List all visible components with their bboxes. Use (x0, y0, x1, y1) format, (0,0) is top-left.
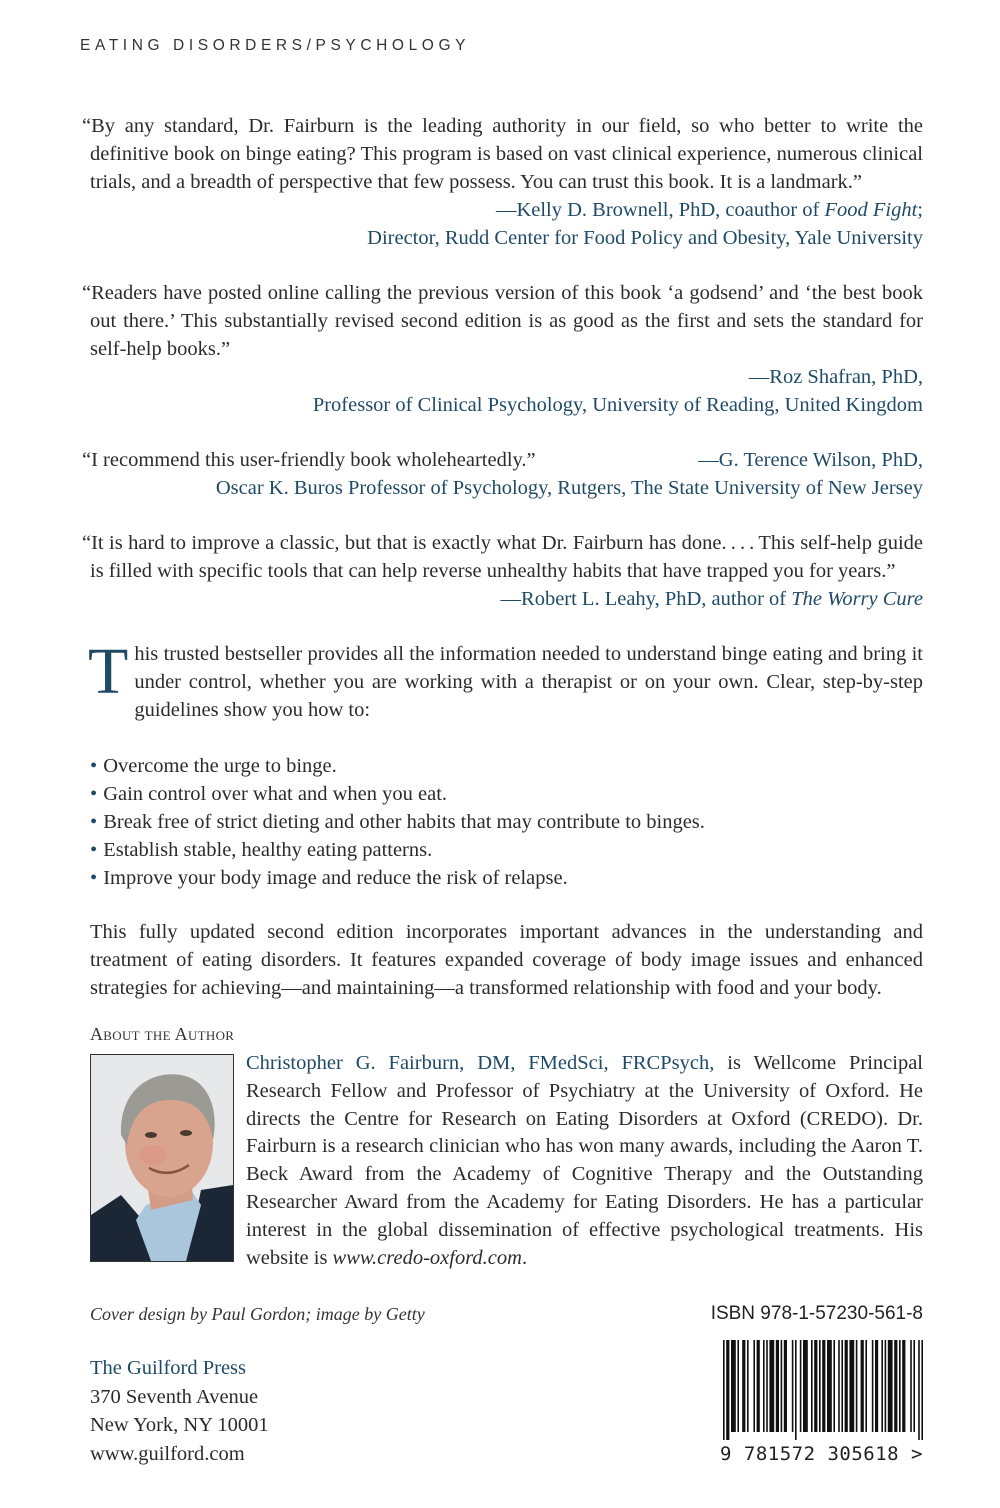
author-name: Christopher G. Fairburn, DM, FMedSci, FRCPsych, (246, 1052, 715, 1074)
attribution-affiliation: Director, Rudd Center for Food Policy and Obesity, Yale University (367, 227, 923, 249)
cover-credit: Cover design by Paul Gordon; image by Getty (90, 1304, 425, 1325)
barcode-bar (819, 1340, 821, 1432)
barcode-bar (753, 1340, 755, 1432)
quote-text: “It is hard to improve a classic, but that is exactly what Dr. Fairburn has done. . . . This self-help guide is filled with specific tools that can help reverse unhealthy habits that have trapped you for years.” (82, 532, 923, 582)
barcode-bar (795, 1340, 797, 1440)
barcode-icon (723, 1340, 923, 1440)
attribution-name: —Robert L. Leahy, PhD, author of (500, 588, 792, 610)
author-website-link[interactable]: www.credo-oxford.com (332, 1246, 522, 1269)
barcode-bar (910, 1340, 912, 1432)
list-item (90, 780, 923, 808)
bullet-icon: • (90, 783, 98, 805)
author-bio-end: . (521, 1246, 528, 1269)
barcode-bar (833, 1340, 835, 1432)
list-item (90, 752, 923, 780)
barcode-bar (792, 1340, 794, 1432)
barcode-bar (776, 1340, 779, 1432)
list-item-text: Break free of strict dieting and other habits that may contribute to binges. (103, 811, 705, 833)
barcode-bar (827, 1340, 832, 1432)
attribution-name: —G. Terence Wilson, PhD, (698, 449, 923, 471)
barcode-bar (726, 1340, 729, 1440)
barcode-bar (845, 1340, 848, 1432)
footer (90, 1302, 923, 1468)
quote-text: “I recommend this user-friendly book wholeheartedly.” (82, 449, 536, 471)
attribution-name: —Roz Shafran, PhD, (748, 366, 923, 388)
publisher-address-line2: New York, NY 10001 (90, 1414, 269, 1437)
barcode-bar (888, 1340, 893, 1432)
barcode-bar (849, 1340, 854, 1432)
bullet-icon: • (90, 867, 98, 889)
about-author-heading: About the Author (90, 1024, 235, 1044)
barcode-bar (841, 1340, 843, 1432)
isbn-block (655, 1302, 923, 1466)
barcode-bar (875, 1340, 878, 1432)
praise-quote-4 (82, 529, 923, 613)
list-item-text: Overcome the urge to binge. (103, 755, 337, 777)
barcode-bar (757, 1340, 760, 1432)
list-item (90, 864, 923, 892)
barcode-bar (856, 1340, 858, 1432)
bullet-icon: • (90, 755, 98, 777)
barcode-bar (838, 1340, 840, 1432)
barcode-bar (902, 1340, 905, 1432)
barcode-bar (763, 1340, 765, 1432)
barcode-bar (881, 1340, 883, 1432)
barcode-bar (861, 1340, 864, 1432)
barcode-bar (769, 1340, 774, 1432)
barcode-bar (899, 1340, 901, 1432)
author-bio-text: is Wellcome Principal Research Fellow and Professor of Psychiatry at the University of Oxford. He directs the Centre for Research on Eating Disorders at Oxford (CREDO). Dr. Fairburn is a research clinician who has won many awards, including the Aaron T. Beck Award from the Academy of Cognitive Therapy and the Outstanding Researcher Award from the Academy for Eating Disorders. He has a particular interest in the global dissemination of effective psychological treatments. His website is (246, 1052, 923, 1269)
attribution-affiliation: Oscar K. Buros Professor of Psychology, Rutgers, The State University of New Jersey (215, 477, 923, 499)
barcode-bar (894, 1340, 897, 1432)
barcode-bar (918, 1340, 920, 1440)
publisher-block (90, 1354, 655, 1468)
barcode-digits: 9 781572 305618 > (720, 1443, 923, 1466)
barcode-bar (800, 1340, 802, 1432)
barcode-bar (781, 1340, 783, 1432)
barcode-bar (742, 1340, 745, 1432)
list-item-text: Gain control over what and when you eat. (103, 783, 448, 805)
author-portrait-image (91, 1055, 233, 1261)
list-item-text: Establish stable, healthy eating patterns. (103, 839, 433, 861)
edition-paragraph: This fully updated second edition incorporates important advances in the understanding and treatment of eating disorders. It features expanded coverage of body image issues and enhanced strategies for achieving—and maintaining—a transformed relationship with food and your body. (90, 921, 923, 999)
barcode-bar (913, 1340, 915, 1432)
intro-paragraph (88, 635, 923, 724)
list-item-text: Improve your body image and reduce the risk of relapse. (103, 867, 568, 889)
about-author-section (90, 1050, 923, 1272)
benefits-list (90, 752, 923, 892)
barcode-bar (872, 1340, 874, 1432)
book-title: The Worry Cure (791, 588, 923, 610)
barcode-bar (803, 1340, 808, 1432)
quote-attribution (90, 585, 923, 613)
barcode-bar (921, 1340, 923, 1440)
barcode-bar (737, 1340, 739, 1432)
list-item (90, 808, 923, 836)
intro-text: his trusted bestseller provides all the information needed to understand binge eating and bring it under control, whether you are working with a therapist or on your own. Clear, step-by-step guidelines show you how to: (134, 643, 923, 721)
attribution-punct: ; (917, 199, 923, 221)
barcode-bar (814, 1340, 817, 1432)
praise-quote-2 (82, 279, 923, 419)
barcode-bar (811, 1340, 813, 1432)
quote-row (82, 446, 923, 474)
book-title: Food Fight (824, 199, 918, 221)
quote-text: “Readers have posted online calling the previous version of this book ‘a godsend’ and ‘the best book out there.’ This substantially revised second edition is as good as the first and sets the standard for self-help books.” (82, 282, 923, 360)
category-label: EATING DISORDERS/PSYCHOLOGY (80, 37, 471, 54)
footer-left (90, 1302, 655, 1468)
barcode-bar (865, 1340, 867, 1432)
bullet-icon: • (90, 839, 98, 861)
barcode-bar (731, 1340, 736, 1432)
publisher-address-line1: 370 Seventh Avenue (90, 1385, 259, 1408)
praise-quote-3 (82, 446, 923, 502)
barcode-bar (822, 1340, 825, 1432)
barcode-bar (723, 1340, 725, 1440)
list-item (90, 836, 923, 864)
publisher-website-link[interactable]: www.guilford.com (90, 1442, 245, 1465)
quote-attribution (90, 196, 923, 224)
bullet-icon: • (90, 811, 98, 833)
barcode-bar (766, 1340, 768, 1432)
attribution-affiliation: Professor of Clinical Psychology, University of Reading, United Kingdom (312, 394, 923, 416)
author-bio (246, 1050, 923, 1272)
drop-cap: T (88, 635, 129, 708)
quote-text: “By any standard, Dr. Fairburn is the leading authority in our field, so who better to write the definitive book on binge eating? This program is based on vast clinical experience, numerous clinical trials, and a breadth of perspective that few possess. You can trust this book. It is a landmark.” (82, 115, 923, 193)
praise-quote-1 (82, 112, 923, 252)
attribution-name: —Kelly D. Brownell, PhD, coauthor of (495, 199, 825, 221)
barcode-bar (784, 1340, 787, 1432)
barcode-bar (747, 1340, 749, 1432)
publisher-name: The Guilford Press (90, 1357, 247, 1380)
isbn-label: ISBN 978-1-57230-561-8 (710, 1303, 923, 1325)
author-photo (90, 1054, 234, 1262)
barcode-bar (885, 1340, 887, 1432)
